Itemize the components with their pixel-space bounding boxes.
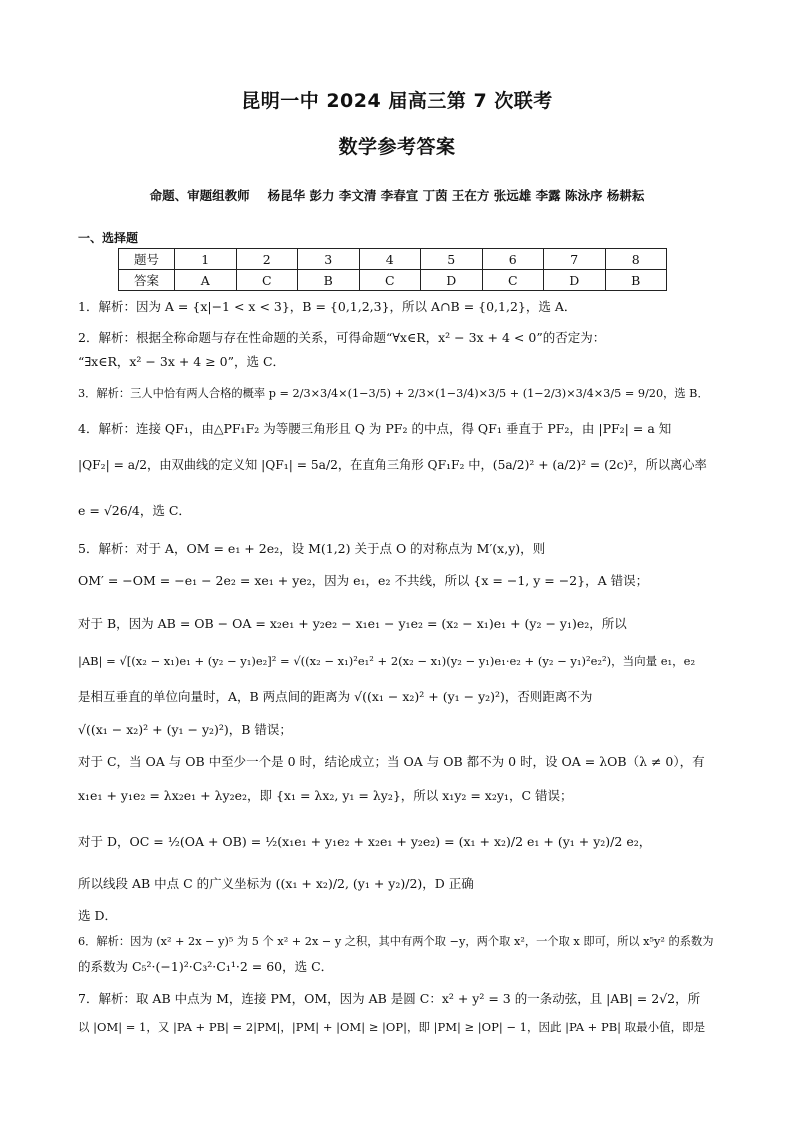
- authors-label: 命题、审题组教师: [149, 188, 250, 203]
- answer-cell: A: [175, 270, 237, 291]
- authors-line: [0, 186, 794, 204]
- solution-7-line-1: 7．解析：取 AB 中点为 M，连接 PM，OM，因为 AB 是圆 C：x² + y² = 3 的一条动弦，且 |AB| = 2√2，所: [78, 991, 701, 1006]
- solution-5-line-4: |AB| = √[(x₂ − x₁)e₁ + (y₂ − y₁)e₂]² = √((x₂ − x₁)²e₁² + 2(x₂ − x₁)(y₂ − y₁)e₁·e₂ + (y₂ − y₁)²e₂²)，当向量 e₁，e₂: [78, 654, 696, 668]
- question-number: 3: [298, 249, 360, 270]
- answer-table-row-answers: [119, 270, 667, 291]
- answer-cell: D: [544, 270, 606, 291]
- question-number: 5: [421, 249, 483, 270]
- solution-5-line-8: x₁e₁ + y₁e₂ = λx₂e₁ + λy₂e₂，即 {x₁ = λx₂, y₁ = λy₂}，所以 x₁y₂ = x₂y₁，C 错误；: [78, 788, 573, 803]
- solution-5-line-2: OM′ = −OM = −e₁ − 2e₂ = xe₁ + ye₂，因为 e₁，e₂ 不共线，所以 {x = −1, y = −2}，A 错误；: [78, 573, 649, 588]
- solution-5-line-1: 5．解析：对于 A，OM = e₁ + 2e₂，设 M(1,2) 关于点 O 的对称点为 M′(x,y)，则: [78, 541, 546, 556]
- answer-cell: C: [236, 270, 298, 291]
- answer-table: [118, 248, 667, 291]
- solution-5-line-11: 选 D．: [78, 908, 117, 923]
- answer-cell: D: [421, 270, 483, 291]
- solution-1: 1．解析：因为 A = {x|−1 < x < 3}，B = {0,1,2,3}，所以 A∩B = {0,1,2}，选 A．: [78, 299, 577, 314]
- solution-7-line-2: 以 |OM| = 1，又 |PA + PB| = 2|PM|，|PM| + |OM| ≥ |OP|，即 |PM| ≥ |OP| − 1，因此 |PA + PB| 取最小值，即是: [78, 1020, 706, 1034]
- question-number: 6: [482, 249, 544, 270]
- solution-4-line-3: e = √26/4，选 C．: [78, 503, 191, 518]
- section-heading-choice: 一、选择题: [78, 231, 139, 245]
- answer-cell: B: [605, 270, 667, 291]
- solution-2-line-2: “∃x∈R，x² − 3x + 4 ≥ 0”，选 C．: [78, 354, 286, 369]
- answer-cell: C: [482, 270, 544, 291]
- solution-6-line-2: 的系数为 C₅²·(−1)²·C₃²·C₁¹·2 = 60，选 C．: [78, 959, 334, 974]
- solution-5-line-6: √((x₁ − x₂)² + (y₁ − y₂)²)，B 错误；: [78, 722, 292, 737]
- answer-table-answer-label: 答案: [119, 270, 175, 291]
- solution-2-line-1: 2．解析：根据全称命题与存在性命题的关系，可得命题“∀x∈R，x² − 3x + 4 < 0”的否定为：: [78, 330, 606, 345]
- answer-cell: B: [298, 270, 360, 291]
- solution-4-line-1: 4．解析：连接 QF₁，由△PF₁F₂ 为等腰三角形且 Q 为 PF₂ 的中点，得 QF₁ 垂直于 PF₂，由 |PF₂| = a 知: [78, 421, 672, 436]
- solution-5-line-5: 是相互垂直的单位向量时，A，B 两点间的距离为 √((x₁ − x₂)² + (y₁ − y₂)²)，否则距离不为: [78, 689, 593, 704]
- question-number: 1: [175, 249, 237, 270]
- solution-5-line-3: 对于 B，因为 AB = OB − OA = x₂e₁ + y₂e₂ − x₁e₁ − y₁e₂ = (x₂ − x₁)e₁ + (y₂ − y₁)e₂，所以: [78, 616, 627, 631]
- page-title: 昆明一中 2024 届高三第 7 次联考: [241, 90, 553, 112]
- question-number: 2: [236, 249, 298, 270]
- page-subtitle: 数学参考答案: [338, 136, 456, 158]
- question-number: 7: [544, 249, 606, 270]
- solution-3: 3．解析：三人中恰有两人合格的概率 p = 2/3×3/4×(1−3/5) + 2/3×(1−3/4)×3/5 + (1−2/3)×3/4×3/5 = 9/20，选 B．: [78, 387, 709, 400]
- answer-table-row-numbers: [119, 249, 667, 270]
- solution-4-line-2: |QF₂| = a/2，由双曲线的定义知 |QF₁| = 5a/2，在直角三角形 QF₁F₂ 中，(5a/2)² + (a/2)² = (2c)²，所以离心率: [78, 458, 707, 472]
- solution-5-line-7: 对于 C，当 OA 与 OB 中至少一个是 0 时，结论成立；当 OA 与 OB 都不为 0 时，设 OA = λOB（λ ≠ 0），有: [78, 754, 705, 769]
- solution-6-line-1: 6．解析：因为 (x² + 2x − y)⁵ 为 5 个 x² + 2x − y 之积，其中有两个取 −y，两个取 x²，一个取 x 即可，所以 x⁵y² 的系数为: [78, 935, 714, 948]
- solution-5-line-10: 所以线段 AB 中点 C 的广义坐标为 ((x₁ + x₂)/2, (y₁ + y₂)/2)，D 正确: [78, 876, 474, 891]
- question-number: 8: [605, 249, 667, 270]
- question-number: 4: [359, 249, 421, 270]
- authors-names: 杨昆华 彭力 李文清 李春宣 丁茵 王在方 张远雄 李露 陈泳序 杨耕耘: [267, 188, 645, 203]
- answer-cell: C: [359, 270, 421, 291]
- answer-table-header-label: 题号: [119, 249, 175, 270]
- solution-5-line-9: 对于 D，OC = ½(OA + OB) = ½(x₁e₁ + y₁e₂ + x₂e₁ + y₂e₂) = (x₁ + x₂)/2 e₁ + (y₁ + y₂)/2 e₂，: [78, 834, 652, 849]
